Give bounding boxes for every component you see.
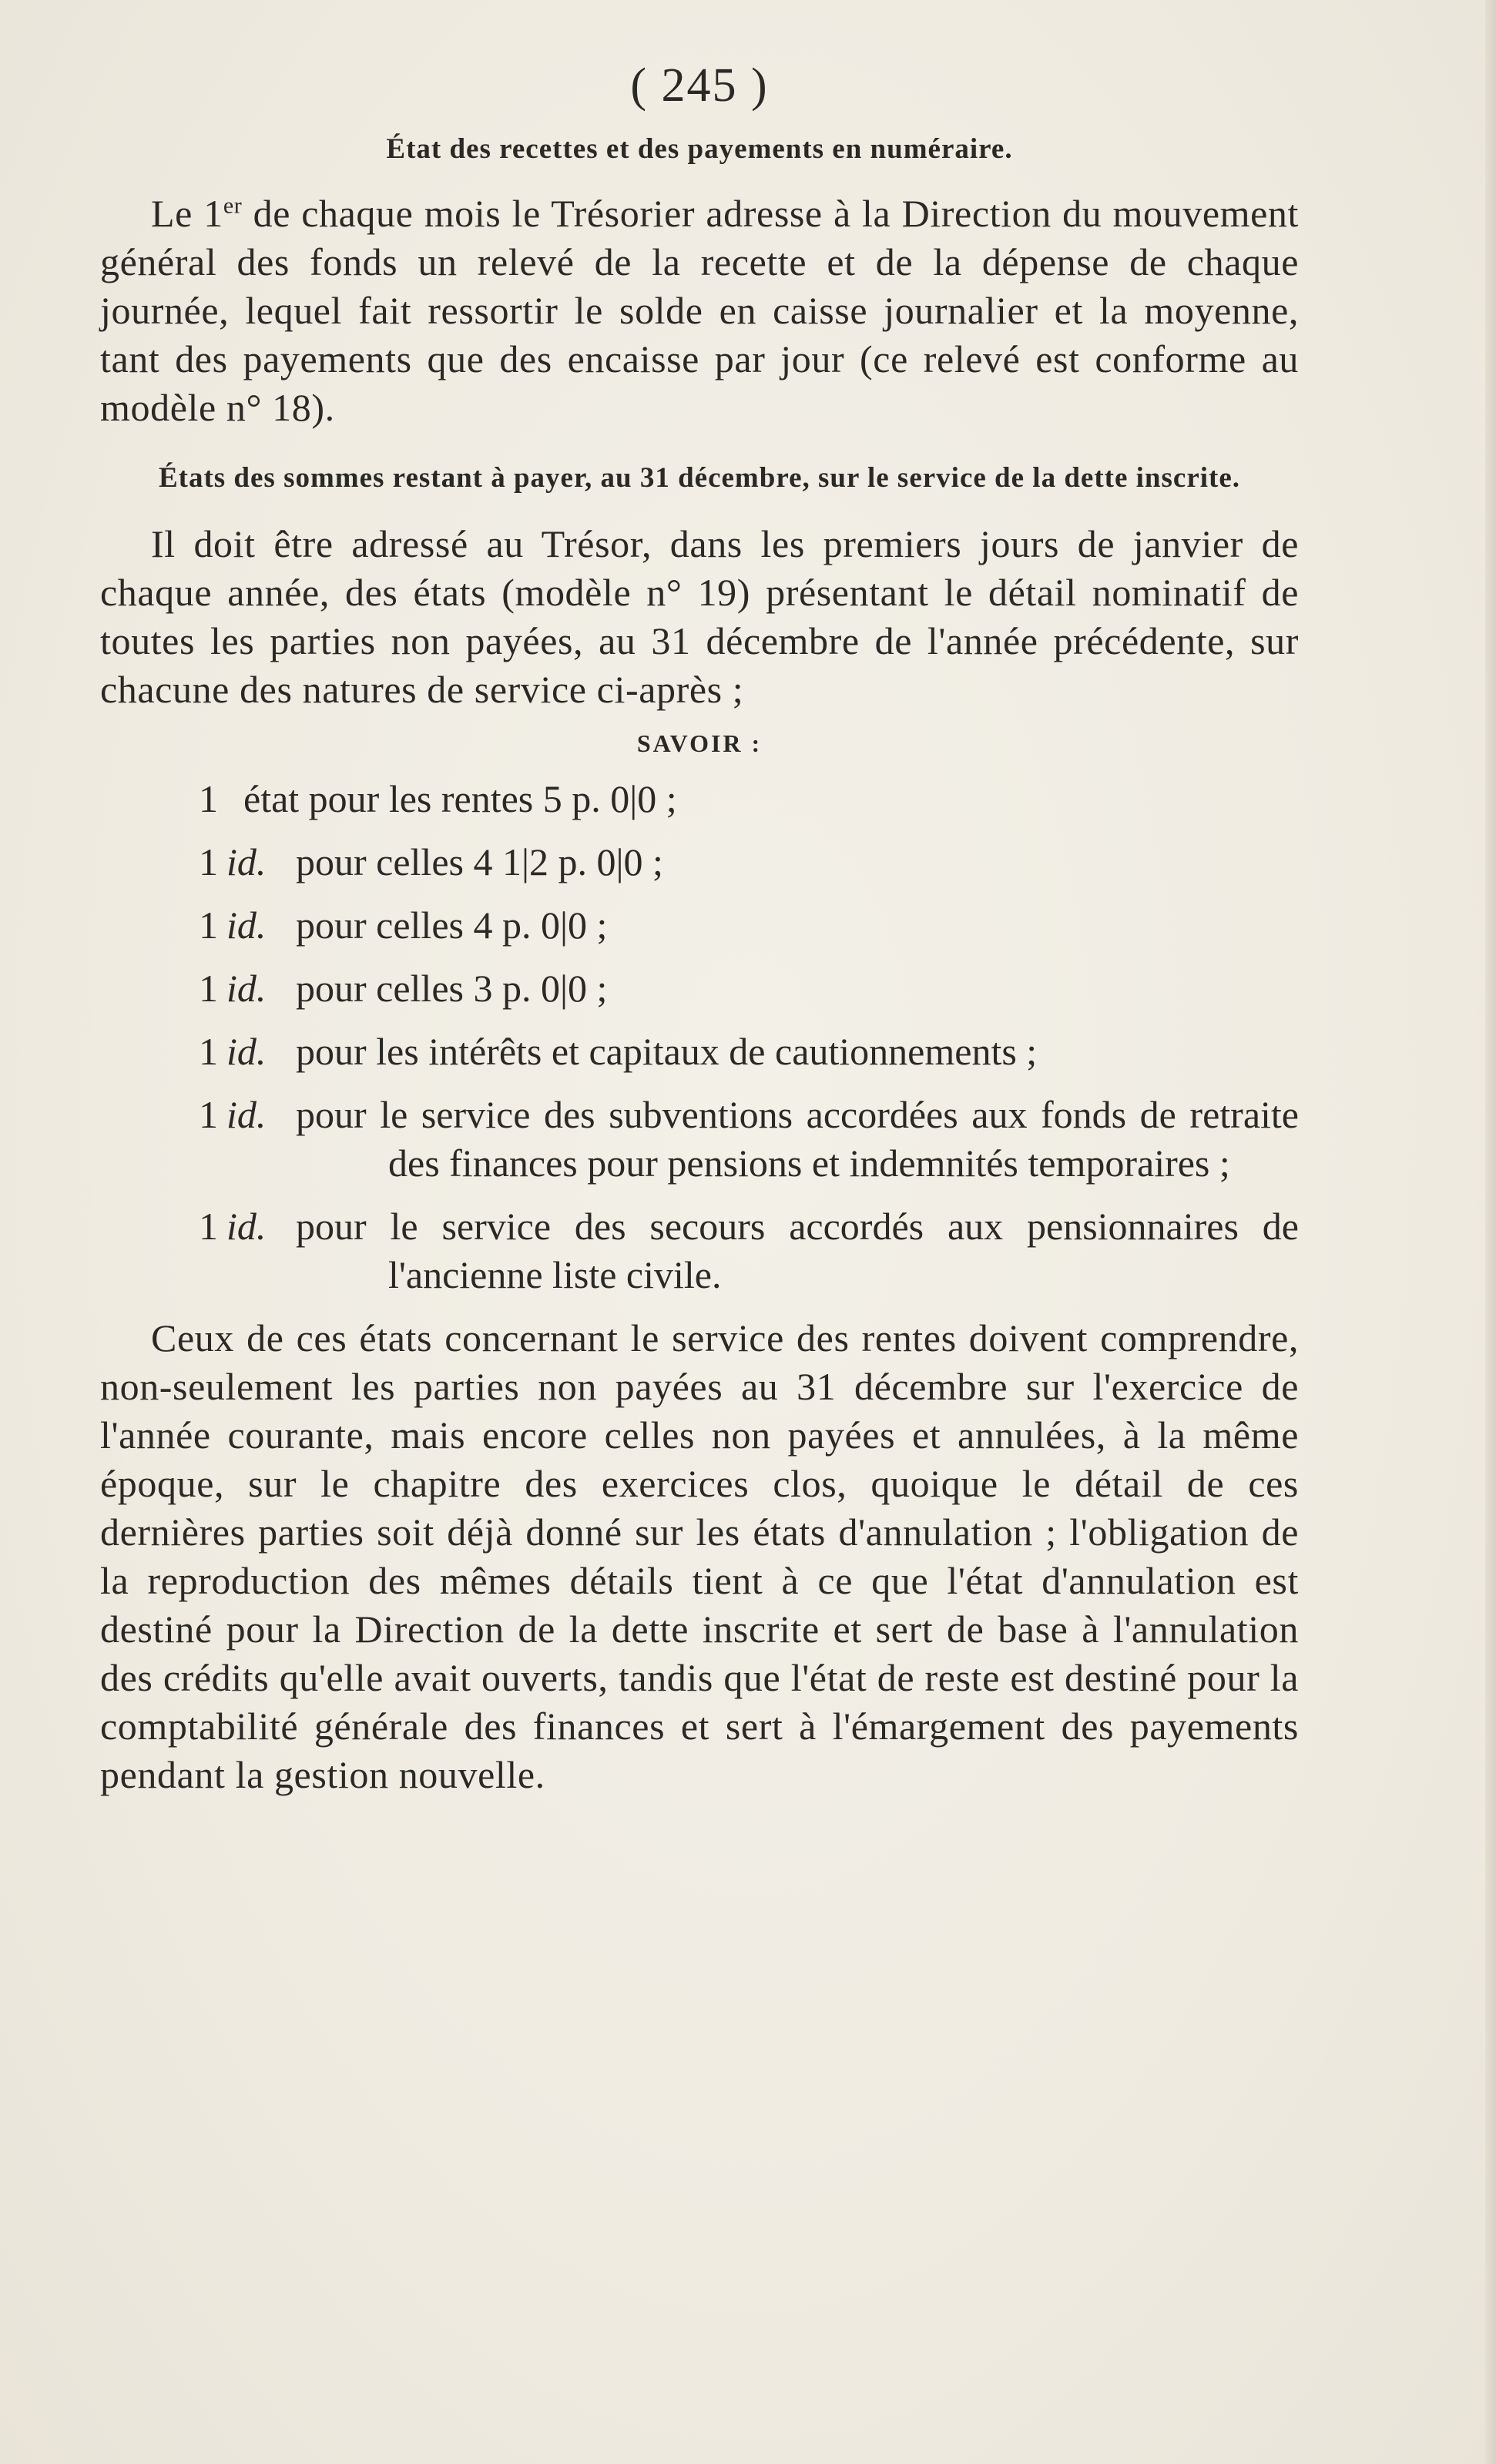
paragraph-monthly-statement [100, 189, 1299, 432]
item-text: pour le service des secours accordés aux pensionnaires de l'ancienne liste civile. [296, 1205, 1299, 1296]
list-item [100, 1028, 1299, 1076]
list-item [100, 775, 1299, 823]
service-list [100, 775, 1299, 1299]
item-text: état pour les rentes 5 p. 0|0 ; [243, 777, 677, 820]
paragraph-rentes-statements: Ceux de ces états concernant le service des rentes doivent comprendre, non-seulement les parties non payées au 31 décembre sur l'exercice de l'année courante, mais encore celles non payées et annulées, à la même époque, sur le chapitre des exercices clos, quoique le détail de ces dernières parties soit déjà donné sur les états d'annulation ; l'obligation de la reproduction des mêmes détails tient à ce que l'état d'annulation est destiné pour la Direction de la dette inscrite et sert de base à l'annulation des crédits qu'elle avait ouverts, tandis que l'état de reste est destiné pour la comptabilité générale des finances et sert à l'émargement des payements pendant la gestion nouvelle. [100, 1316, 1299, 1796]
item-id-mark: id. [226, 1093, 267, 1136]
item-text: pour celles 4 p. 0|0 ; [296, 903, 608, 947]
item-number: 1 [199, 967, 218, 1010]
paragraph-annual-statements: Il doit être adressé au Trésor, dans les premiers jours de janvier de chaque année, des états (modèle n° 19) présentant le détail nominatif de toutes les parties non payées, au 31 décembre de l'année précédente, sur chacune des natures de service ci-après ; [100, 522, 1299, 711]
item-id-mark [226, 775, 243, 823]
section-heading-unpaid-sums: États des sommes restant à payer, au 31 décembre, sur le service de la dette inscrite. [158, 462, 1241, 494]
list-item [100, 1091, 1299, 1188]
page-number: ( 245 ) [630, 59, 769, 112]
list-item [100, 838, 1299, 887]
item-text: pour les intérêts et capitaux de cautionnements ; [296, 1030, 1038, 1073]
paragraph-lead: Le 1 [151, 192, 223, 235]
section-heading-receipts: État des recettes et des payements en numéraire. [386, 133, 1013, 165]
item-number: 1 [199, 1093, 218, 1136]
item-id-mark: id. [226, 1030, 267, 1073]
list-item [100, 1202, 1299, 1299]
item-id-mark: id. [226, 967, 267, 1010]
item-number: 1 [199, 1030, 218, 1073]
item-text: pour celles 3 p. 0|0 ; [296, 967, 608, 1010]
item-number: 1 [199, 903, 218, 947]
paragraph-rest: de chaque mois le Trésorier adresse à la Direction du mouvement général des fonds un relevé de la recette et de la dépense de chaque journée, lequel fait ressortir le solde en caisse journalier et la moyenne, tant des payements que des encaisse par jour (ce relevé est conforme au modèle n° 18). [100, 192, 1300, 429]
list-item [100, 901, 1299, 950]
list-item [100, 964, 1299, 1013]
item-text: pour celles 4 1|2 p. 0|0 ; [296, 840, 663, 883]
item-id-mark: id. [226, 840, 267, 883]
savoir-label: SAVOIR : [636, 729, 763, 757]
item-id-mark: id. [226, 1205, 267, 1248]
page-edge [1485, 0, 1496, 2464]
item-text: pour le service des subventions accordées aux fonds de retraite des finances pour pensions et indemnités temporaires ; [296, 1093, 1299, 1185]
item-number: 1 [199, 840, 218, 883]
page-content [100, 59, 1300, 1799]
superscript-er: er [223, 193, 243, 219]
item-id-mark: id. [226, 903, 267, 947]
item-number: 1 [199, 1205, 218, 1248]
item-number: 1 [199, 777, 218, 820]
